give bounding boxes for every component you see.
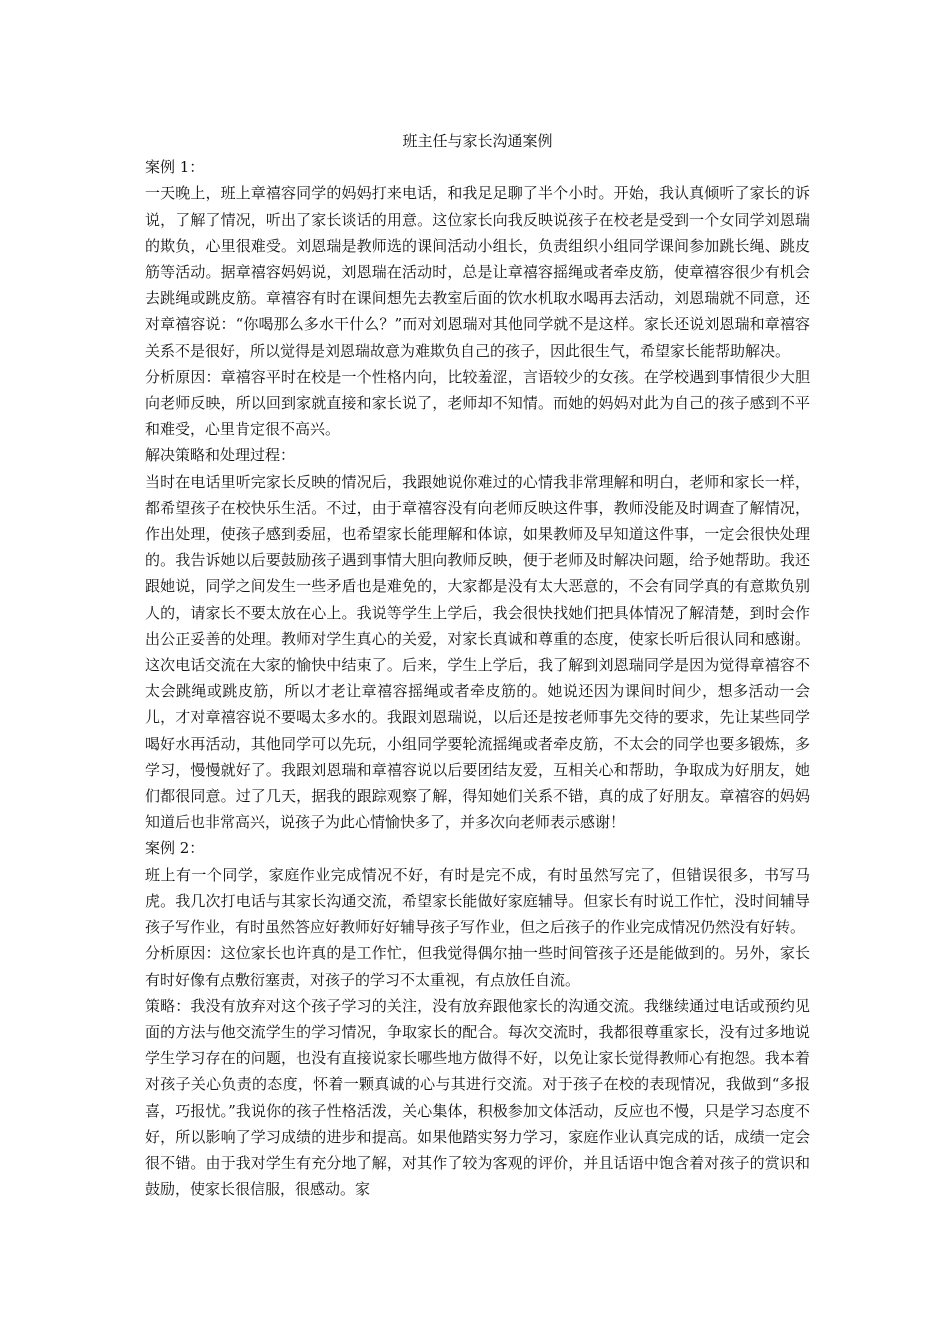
- case-1-description: 一天晚上，班上章禧容同学的妈妈打来电话，和我足足聊了半个小时。开始，我认真倾听了家长的诉说，了解了情况，听出了家长谈话的用意。这位家长向我反映说孩子在校老是受到一个女同学刘恩瑞的欺负，心里很难受。刘恩瑞是教师选的课间活动小组长，负责组织小组同学课间参加跳长绳、跳皮筋等活动。据章禧容妈妈说，刘恩瑞在活动时，总是让章禧容摇绳或者牵皮筋，使章禧容很少有机会去跳绳或跳皮筋。章禧容有时在课间想先去教室后面的饮水机取水喝再去活动，刘恩瑞就不同意，还对章禧容说：“你喝那么多水干什么？”而对刘恩瑞对其他同学就不是这样。家长还说刘恩瑞和章禧容关系不是很好，所以觉得是刘恩瑞故意为难欺负自己的孩子，因此很生气，希望家长能帮助解决。: [145, 184, 810, 360]
- case-2-analysis: 分析原因：这位家长也许真的是工作忙，但我觉得偶尔抽一些时间管孩子还是能做到的。另外，家长有时好像有点敷衍塞责，对孩子的学习不太重视，有点放任自流。: [145, 944, 810, 989]
- case-2-heading: 案例 2：: [145, 839, 205, 858]
- case-1-process: 当时在电话里听完家长反映的情况后，我跟她说你难过的心情我非常理解和明白，老师和家长一样，都希望孩子在校快乐生活。不过，由于章禧容没有向老师反映这件事，教师没能及时调查了解情况，作出处理，使孩子感到委屈，也希望家长能理解和体谅，如果教师及早知道这件事，一定会很快处理的。我告诉她以后要鼓励孩子遇到事情大胆向教师反映，便于老师及时解决问题，给予她帮助。我还跟她说，同学之间发生一些矛盾也是难免的，大家都是没有太大恶意的，不会有同学真的有意欺负别人的，请家长不要太放在心上。我说等学生上学后，我会很快找她们把具体情况了解清楚，到时会作出公正妥善的处理。教师对学生真心的关爱，对家长真诚和尊重的态度，使家长听后很认同和感谢。这次电话交流在大家的愉快中结束了。后来，学生上学后，我了解到刘恩瑞同学是因为觉得章禧容不太会跳绳或跳皮筋，所以才老让章禧容摇绳或者牵皮筋的。她说还因为课间时间少，想多活动一会儿，才对章禧容说不要喝太多水的。我跟刘恩瑞说，以后还是按老师事先交待的要求，先让某些同学喝好水再活动，其他同学可以先玩，小组同学要轮流摇绳或者牵皮筋，不太会的同学也要多锻炼，多学习，慢慢就好了。我跟刘恩瑞和章禧容说以后要团结友爱，互相关心和帮助，争取成为好朋友，她们都很同意。过了几天，据我的跟踪观察了解，得知她们关系不错，真的成了好朋友。章禧容的妈妈知道后也非常高兴，说孩子为此心情愉快多了，并多次向老师表示感谢！: [145, 472, 810, 832]
- case-2-strategy: 策略：我没有放弃对这个孩子学习的关注，没有放弃跟他家长的沟通交流。我继续通过电话或预约见面的方法与他交流学生的学习情况，争取家长的配合。每次交流时，我都很尊重家长，没有过多地说学生学习存在的问题，也没有直接说家长哪些地方做得不好，以免让家长觉得教师心有抱怨。我本着对孩子关心负责的态度，怀着一颗真诚的心与其进行交流。对于孩子在校的表现情况，我做到“多报喜，巧报忧。”我说你的孩子性格活泼，关心集体，积极参加文体活动，反应也不慢，只是学习态度不好，所以影响了学习成绩的进步和提高。如果他踏实努力学习，家庭作业认真完成的话，成绩一定会很不错。由于我对学生有充分地了解，对其作了较为客观的评价，并且话语中饱含着对孩子的赏识和鼓励，使家长很信服，很感动。家: [145, 996, 810, 1199]
- case-2-description: 班上有一个同学，家庭作业完成情况不好，有时是完不成，有时虽然写完了，但错误很多，书写马虎。我几次打电话与其家长沟通交流，希望家长能做好家庭辅导。但家长有时说工作忙，没时间辅导孩子写作业，有时虽然答应好教师好好辅导孩子写作业，但之后孩子的作业完成情况仍然没有好转。: [145, 865, 810, 937]
- document-title: 班主任与家长沟通案例: [402, 132, 553, 150]
- case-1-analysis: 分析原因：章禧容平时在校是一个性格内向，比较羞涩，言语较少的女孩。在学校遇到事情很少大胆向老师反映，所以回到家就直接和家长说了，老师却不知情。而她的妈妈对此为自己的孩子感到不平和难受，心里肯定很不高兴。: [145, 367, 810, 439]
- case-1-heading: 案例 1：: [145, 158, 205, 177]
- document-page: [145, 128, 810, 1202]
- case-1-strategy-heading: 解决策略和处理过程：: [145, 446, 296, 465]
